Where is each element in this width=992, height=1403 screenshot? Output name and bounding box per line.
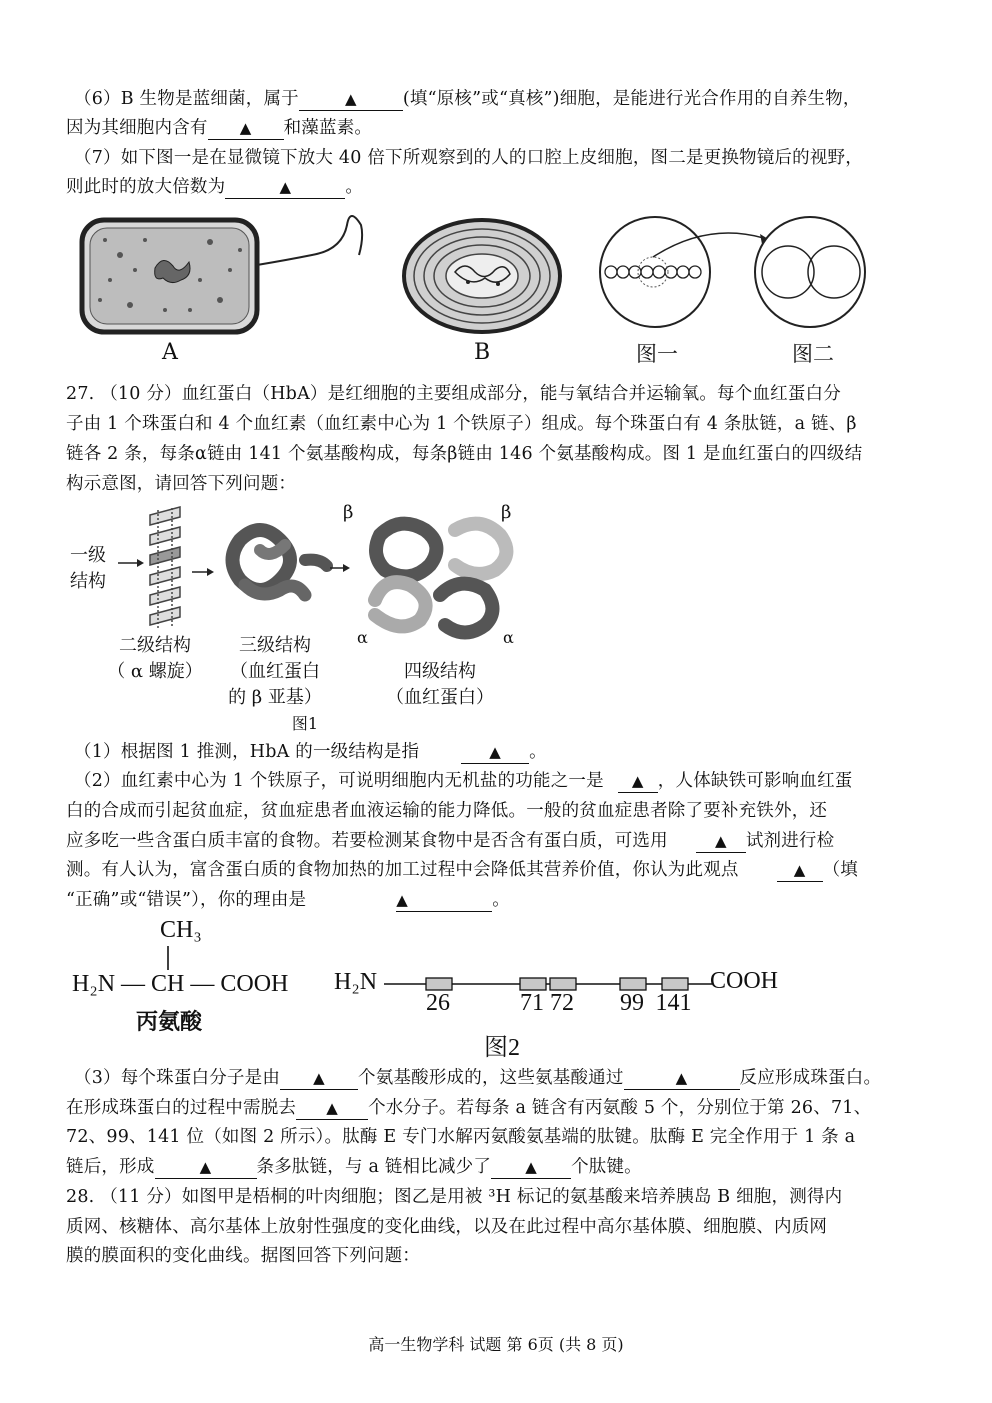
beta-label-right: β (501, 502, 512, 523)
text: （血红蛋白） (386, 687, 494, 708)
q26-p7-line1 (74, 143, 934, 173)
alanine-residue-99 (620, 978, 646, 990)
answer-blank[interactable] (155, 1156, 257, 1179)
text: 在形成珠蛋白的过程中需脱去 (66, 1098, 297, 1118)
q27-p1 (74, 737, 934, 767)
text: 个氨基酸形成的，这些氨基酸通过 (358, 1068, 624, 1088)
label-fig1: 图一 (636, 342, 678, 366)
q26-p6-line1 (74, 84, 934, 114)
alanine-name: 丙氨酸 (136, 1009, 203, 1035)
answer-blank[interactable] (461, 741, 529, 764)
q27-p2-line1 (74, 766, 934, 796)
residue-position-label: 71 (520, 990, 544, 1016)
text: 。 (529, 742, 547, 762)
text: 四级结构 (404, 661, 476, 682)
text: 试剂进行检 (745, 831, 835, 851)
text: 应多吃一些含蛋白质丰富的食物。若要检测某食物中是否含有蛋白质，可选用 (66, 831, 668, 851)
residue-position-label: 99 (620, 990, 644, 1016)
q26-p7-line2 (66, 172, 926, 202)
q28-line2: 质网、核糖体、高尔基体上放射性强度的变化曲线，以及在此过程中高尔基体膜、细胞膜、内质网 (66, 1217, 828, 1237)
tertiary-structure-label (215, 633, 335, 711)
q27-intro-3: 链各 2 条，每条α链由 141 个氨基酸构成，每条β链由 146 个氨基酸构成。图 1 是血红蛋白的四级结 (66, 444, 863, 464)
residue-position-label: 26 (426, 990, 450, 1016)
page-footer: 高一生物学科 试题 第 6页 (共 8 页) (368, 1335, 624, 1354)
text: 链后，形成 (66, 1157, 155, 1177)
text: 反应形成珠蛋白。 (739, 1068, 882, 1088)
text: 个肽键。 (571, 1157, 642, 1177)
text: （ α 螺旋） (107, 661, 203, 682)
answer-blank[interactable] (296, 1097, 368, 1120)
primary-structure-label (70, 543, 106, 595)
blank-marker: ▲ (714, 832, 727, 850)
q28-line3: 膜的膜面积的变化曲线。据图回答下列问题： (66, 1246, 420, 1266)
label-a: A (162, 340, 178, 365)
tertiary-structure-icon (233, 530, 328, 595)
residue-position-label: 141 (655, 990, 692, 1016)
chain-n-terminus: H₂N (334, 969, 378, 995)
figure-1-caption: 图1 (291, 714, 319, 733)
blank-marker: ▲ (313, 1069, 325, 1087)
q27-p2-line5 (66, 885, 926, 915)
text: 结构 (70, 571, 106, 592)
alpha-helix-icon (150, 507, 180, 630)
blank-marker: ▲ (675, 1069, 688, 1087)
text: 。 (345, 177, 364, 197)
label-fig2: 图二 (792, 342, 834, 366)
alanine-residue-71 (520, 978, 546, 990)
text: 条多肽链，与 a 链相比减少了 (256, 1157, 492, 1177)
text: 的 β 亚基） (228, 687, 322, 708)
text: （填 (822, 860, 859, 880)
q27-p2-line4 (66, 855, 926, 885)
bond-line (160, 946, 180, 972)
blank-marker: ▲ (631, 772, 644, 790)
answer-blank[interactable] (618, 770, 658, 793)
blank-marker: ▲ (396, 891, 408, 909)
q27-p3-line4 (66, 1152, 926, 1182)
text: （1）根据图 1 推测，HbA 的一级结构是指 (74, 742, 420, 762)
answer-blank[interactable] (624, 1067, 740, 1090)
microscope-view-2 (755, 217, 865, 327)
text: 二级结构 (119, 635, 191, 656)
text: (填“原核”或“真核”)细胞，是能进行光合作用的自养生物， (402, 89, 861, 109)
ch3-group: CH₃ (160, 917, 202, 943)
text: 和藻蓝素。 (283, 118, 373, 138)
alanine-formula: H₂N — CH — COOH (72, 971, 289, 997)
q26-p6-line2 (66, 113, 926, 143)
label-b: B (474, 340, 491, 365)
q27-p2-line2: 白的合成而引起贫血症，贫血症患者血液运输的能力降低。一般的贫血症患者除了要补充铁外，还 (66, 801, 828, 821)
alanine-residue-141 (662, 978, 688, 990)
blank-marker: ▲ (793, 861, 806, 879)
text: （2）血红素中心为 1 个铁原子，可说明细胞内无机盐的功能之一是 (74, 771, 604, 791)
alpha-label-right: α (503, 628, 514, 647)
text: 个水分子。若每条 a 链含有丙氨酸 5 个，分别位于第 26、71、 (368, 1098, 872, 1118)
q27-p2-line3 (66, 826, 926, 856)
answer-blank[interactable] (491, 1156, 571, 1179)
text: （7）如下图一是在显微镜下放大 40 倍下所观察到的人的口腔上皮细胞，图二是更换物镜后的视野， (74, 148, 863, 168)
answer-blank[interactable] (208, 117, 284, 140)
residue-position-label: 72 (550, 990, 574, 1016)
q27-intro-1: 27. （10 分）血红蛋白（HbA）是红细胞的主要组成部分，能与氧结合并运输氧。每个血红蛋白分 (66, 384, 841, 404)
answer-blank[interactable] (777, 859, 823, 882)
text: 则此时的放大倍数为 (66, 177, 226, 197)
blank-marker: ▲ (199, 1158, 212, 1176)
figure-2-caption: 图2 (484, 1035, 520, 1061)
cell-b-illustration (404, 220, 560, 332)
q27-intro-4: 构示意图，请回答下列问题： (66, 474, 297, 494)
text: ，人体缺铁可影响血红蛋 (657, 771, 853, 791)
blank-marker: ▲ (489, 743, 502, 761)
q27-p3-line3: 72、99、141 位（如图 2 所示）。肽酶 E 专门水解丙氨酸氨基端的肽键。肽酶 E 完全作用于 1 条 a (66, 1127, 856, 1147)
text: “正确”或“错误”），你的理由是 (66, 890, 307, 910)
alanine-residue-72 (550, 978, 576, 990)
blank-marker: ▲ (326, 1099, 338, 1117)
quaternary-structure-label (370, 659, 510, 711)
blank-marker: ▲ (344, 90, 357, 108)
cell-a-illustration (82, 216, 362, 332)
text: 因为其细胞内含有 (66, 118, 208, 138)
q26-figures (70, 210, 930, 350)
text: 一级 (70, 545, 106, 566)
blank-marker: ▲ (525, 1158, 537, 1176)
text: （6）B 生物是蓝细菌，属于 (74, 89, 299, 109)
text: 测。有人认为，富含蛋白质的食物加热的加工过程中会降低其营养价值，你认为此观点 (66, 860, 739, 880)
q28-line1: 28. （11 分）如图甲是梧桐的叶肉细胞；图乙是用被 ³H 标记的氨基酸来培养胰岛 B 细胞，测得内 (66, 1187, 843, 1207)
blank-marker: ▲ (239, 119, 252, 137)
alpha-label-left: α (357, 628, 368, 647)
chain-c-terminus: COOH (710, 968, 779, 994)
beta-label-left: β (343, 502, 354, 523)
text: 。 (492, 890, 510, 910)
alanine-residue-26 (426, 978, 452, 990)
answer-blank[interactable] (299, 88, 403, 111)
secondary-structure-label (100, 633, 210, 685)
answer-blank[interactable] (696, 830, 746, 853)
structure-drawings (110, 500, 540, 650)
text: （3）每个珠蛋白分子是由 (74, 1068, 281, 1088)
text: （血红蛋白 (230, 661, 320, 682)
blank-marker: ▲ (279, 178, 292, 196)
answer-blank[interactable] (225, 176, 345, 199)
q27-p3-line2 (66, 1093, 926, 1123)
q27-intro-2: 子由 1 个珠蛋白和 4 个血红素（血红素中心为 1 个铁原子）组成。每个珠蛋白有 4 条肽链，a 链、β (66, 414, 857, 434)
answer-blank[interactable] (396, 889, 492, 912)
quaternary-structure-icon (375, 524, 506, 633)
answer-blank[interactable] (280, 1067, 358, 1090)
q27-p3-line1 (74, 1063, 934, 1093)
microscope-view-1 (600, 217, 770, 327)
text: 三级结构 (239, 635, 311, 656)
